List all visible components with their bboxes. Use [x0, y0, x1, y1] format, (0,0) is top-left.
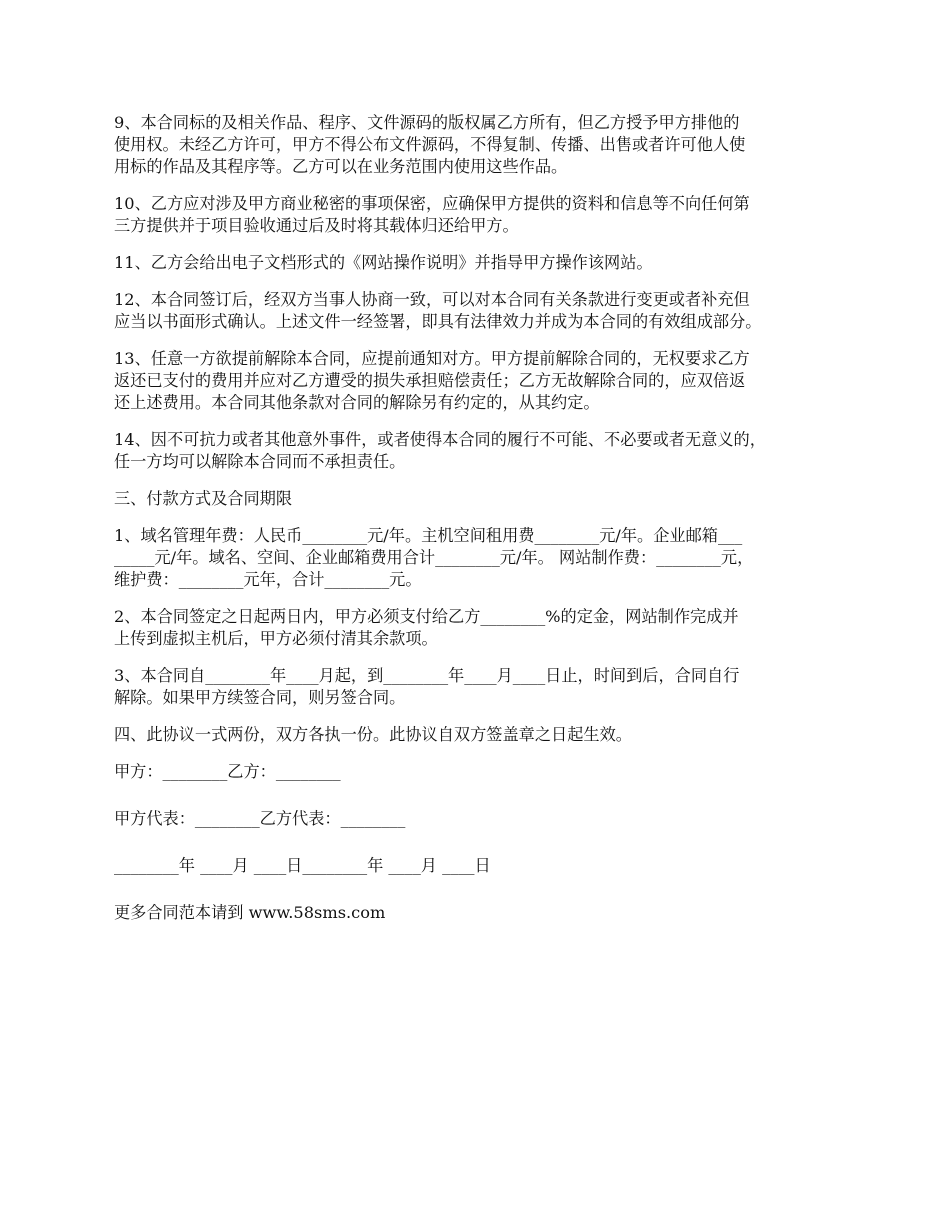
text-line: 用标的作品及其程序等。乙方可以在业务范围内使用这些作品。	[114, 157, 568, 176]
signature-parties: 甲方：________乙方：________	[114, 762, 341, 781]
signature-representatives: 甲方代表：________乙方代表：________	[114, 809, 406, 828]
clause-12	[114, 289, 844, 333]
text-line: 14、因不可抗力或者其他意外事件，或者使得本合同的履行不可能、不必要或者无意义的，	[114, 430, 766, 449]
text-line: 1、域名管理年费：人民币________元/年。主机空间租用费________元/年。企业邮箱___	[114, 526, 743, 545]
text-line: 任一方均可以解除本合同而不承担责任。	[114, 452, 406, 471]
text-line: 上传到虚拟主机后，甲方必须付清其余款项。	[114, 629, 438, 648]
footer-note: 更多合同范本请到 www.58sms.com	[114, 903, 386, 922]
clause-11	[114, 252, 844, 274]
text-line: 三方提供并于项目验收通过后及时将其载体归还给甲方。	[114, 216, 519, 235]
payment-3	[114, 665, 844, 709]
text-line: 11、乙方会给出电子文档形式的《网站操作说明》并指导甲方操作该网站。	[114, 253, 653, 272]
text-line: 12、本合同签订后，经双方当事人协商一致，可以对本合同有关条款进行变更或者补充但	[114, 290, 750, 309]
payment-2	[114, 606, 844, 650]
contract-body	[114, 112, 844, 746]
text-line: 2、本合同签定之日起两日内，甲方必须支付给乙方________%的定金，网站制作完成并	[114, 607, 739, 626]
contract-page	[114, 112, 844, 939]
payment-1	[114, 525, 844, 591]
text-line: 应当以书面形式确认。上述文件一经签署，即具有法律效力并成为本合同的有效组成部分。	[114, 312, 762, 331]
clause-10	[114, 193, 844, 237]
text-line: 维护费：________元年，合计________元。	[114, 570, 422, 589]
text-line: 返还已支付的费用并应对乙方遭受的损失承担赔偿责任；乙方无故解除合同的，应双倍返	[114, 371, 746, 390]
clause-9	[114, 112, 844, 178]
clause-13	[114, 348, 844, 414]
text-line: 四、此协议一式两份，双方各执一份。此协议自双方签盖章之日起生效。	[114, 725, 632, 744]
text-line: 9、本合同标的及相关作品、程序、文件源码的版权属乙方所有，但乙方授予甲方排他的	[114, 113, 740, 132]
signature-dates: ________年 ____月 ____日________年 ____月 ____日	[114, 856, 491, 875]
text-line: 还上述费用。本合同其他条款对合同的解除另有约定的，从其约定。	[114, 393, 600, 412]
text-line: 使用权。未经乙方许可，甲方不得公布文件源码，不得复制、传播、出售或者许可他人使	[114, 135, 746, 154]
text-line: 3、本合同自________年____月起，到________年____月____日止，时间到后，合同自行	[114, 666, 740, 685]
section-3-heading	[114, 488, 844, 510]
text-line: 三、付款方式及合同期限	[114, 489, 293, 508]
text-line: _____元/年。域名、空间、企业邮箱费用合计________元/年。 网站制作费：________元，	[114, 548, 754, 567]
section-4	[114, 724, 844, 746]
text-line: 解除。如果甲方续签合同，则另签合同。	[114, 688, 406, 707]
text-line: 10、乙方应对涉及甲方商业秘密的事项保密，应确保甲方提供的资料和信息等不向任何第	[114, 194, 750, 213]
text-line: 13、任意一方欲提前解除本合同，应提前通知对方。甲方提前解除合同的，无权要求乙方	[114, 349, 750, 368]
clause-14	[114, 429, 844, 473]
